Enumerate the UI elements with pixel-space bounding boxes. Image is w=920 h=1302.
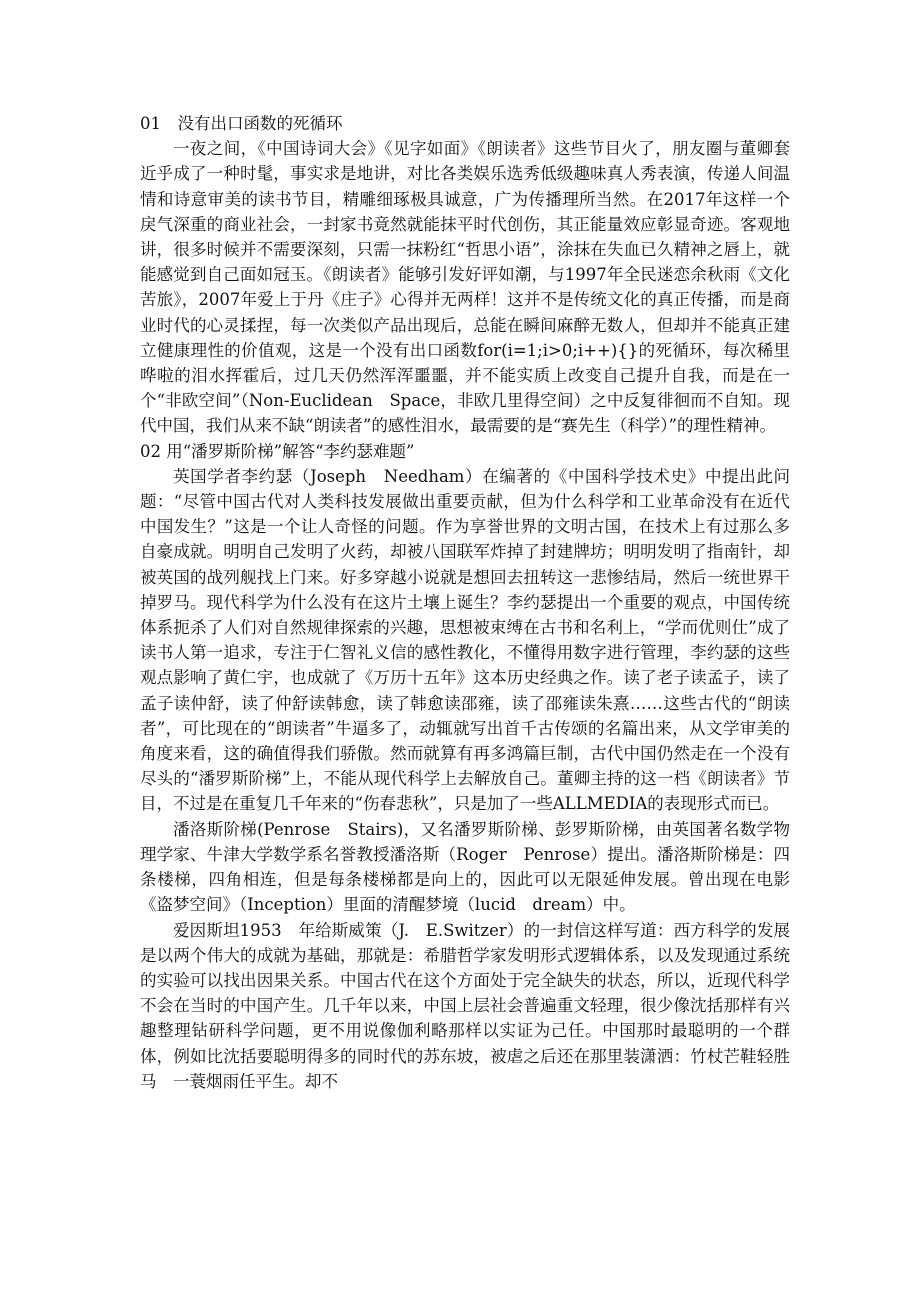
- document-body: [140, 111, 790, 1094]
- section-2-paragraph-3: 爱因斯坦1953 年给斯威策（J. E.Switzer）的一封信这样写道：西方科学的发展是以两个伟大的成就为基础，那就是：希腊哲学家发明形式逻辑体系，以及发现通过系统的实验可以找出因果关系。中国古代在这个方面处于完全缺失的状态，所以，近现代科学不会在当时的中国产生。几千年以来，中国上层社会普遍重文轻理，很少像沈括那样有兴趣整理钻研科学问题，更不用说像伽利略那样以实证为己任。中国那时最聪明的一个群体，例如比沈括要聪明得多的同时代的苏东坡，被虐之后还在那里装潇洒：竹杖芒鞋轻胜马 一蓑烟雨任平生。却不: [140, 920, 790, 1091]
- section-2-paragraph-2: 潘洛斯阶梯(Penrose Stairs)，又名潘罗斯阶梯、彭罗斯阶梯，由英国著名数学物理学家、牛津大学数学系名誉教授潘洛斯（Roger Penrose）提出。潘洛斯阶梯是：四条楼梯，四角相连，但是每条楼梯都是向上的，因此可以无限延伸发展。曾出现在电影《盗梦空间》（Inception）里面的清醒梦境（lucid dream）中。: [140, 819, 790, 915]
- section-2-paragraph-1: 英国学者李约瑟（Joseph Needham）在编著的《中国科学技术史》中提出此问题：“尽管中国古代对人类科技发展做出重要贡献，但为什么科学和工业革命没有在近代中国发生？”这是一个让人奇怪的问题。作为享誉世界的文明古国，在技术上有过那么多自豪成就。明明自己发明了火药，却被八国联军炸掉了封建牌坊；明明发明了指南针，却被英国的战列舰找上门来。好多穿越小说就是想回去扭转这一悲惨结局，然后一统世界干掉罗马。现代科学为什么没有在这片土壤上诞生？李约瑟提出一个重要的观点，中国传统体系扼杀了人们对自然规律探索的兴趣，思想被束缚在古书和名利上，“学而优则仕”成了读书人第一追求，专注于仁智礼义信的感性教化，不懂得用数字进行管理，李约瑟的这些观点影响了黄仁宇，也成就了《万历十五年》这本历史经典之作。读了老子读孟子，读了孟子读仲舒，读了仲舒读韩愈，读了韩愈读邵雍，读了邵雍读朱熹……这些古代的“朗读者”，可比现在的“朗读者”牛逼多了，动辄就写出首千古传颂的名篇出来，从文学审美的角度来看，这的确值得我们骄傲。然而就算有再多鸿篇巨制，古代中国仍然走在一个没有尽头的“潘罗斯阶梯”上，不能从现代科学上去解放自己。董卿主持的这一档《朗读者》节目，不过是在重复几千年来的“伤春悲秋”，只是加了一些ALLMEDIA的表现形式而已。: [140, 466, 790, 814]
- section-1-heading: 01 没有出口函数的死循环: [140, 114, 343, 133]
- section-2-heading: 02 用“潘罗斯阶梯”解答“李约瑟难题”: [140, 441, 415, 461]
- section-1-paragraph-1: 一夜之间，《中国诗词大会》《见字如面》《朗读者》这些节目火了，朋友圈与董卿套近乎成了一种时髦，事实求是地讲，对比各类娱乐选秀低级趣味真人秀表演，传递人间温情和诗意审美的读书节目，精雕细琢极具诚意，广为传播理所当然。在2017年这样一个戾气深重的商业社会，一封家书竟然就能抹平时代创伤，其正能量效应彰显奇迹。客观地讲，很多时候并不需要深刻，只需一抹粉红“哲思小语”，涂抹在失血已久精神之唇上，就能感觉到自己面如冠玉。《朗读者》能够引发好评如潮，与1997年全民迷恋余秋雨《文化苦旅》，2007年爱上于丹《庄子》心得并无两样！这并不是传统文化的真正传播，而是商业时代的心灵揉捏，每一次类似产品出现后，总能在瞬间麻醉无数人，但却并不能真正建立健康理性的价值观，这是一个没有出口函数for(i=1;i>0;i++){}的死循环，每次稀里哗啦的泪水挥霍后，过几天仍然浑浑噩噩，并不能实质上改变自己提升自我，而是在一个“非欧空间”（Non-Euclidean Space，非欧几里得空间）之中反复徘徊而不自知。现代中国，我们从来不缺“朗读者”的感性泪水，最需要的是“赛先生（科学）”的理性精神。: [140, 139, 790, 436]
